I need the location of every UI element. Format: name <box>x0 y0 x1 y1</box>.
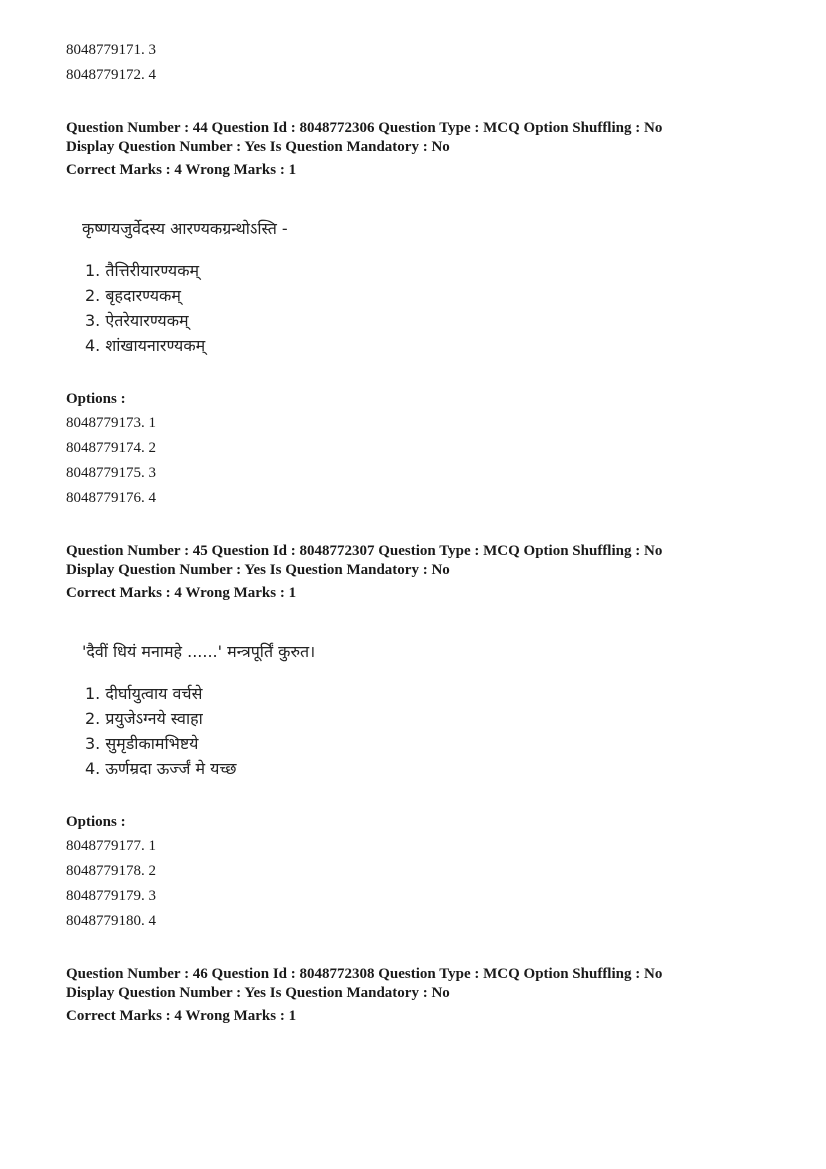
option-id: 8048779172. <box>66 67 145 83</box>
option-value: 1 <box>148 838 156 854</box>
option-row <box>66 886 156 906</box>
option-row <box>66 836 156 856</box>
option-value: 4 <box>148 913 156 929</box>
answer-choice: 2. प्रयुजेऽग्नये स्वाहा <box>85 709 203 728</box>
option-id: 8048779177. <box>66 838 145 854</box>
option-value: 3 <box>148 888 156 904</box>
option-id: 8048779173. <box>66 415 145 431</box>
answer-choice: 4. ऊर्णम्रदा ऊर्ज्जं मे यच्छ <box>85 759 237 778</box>
question-marks: Correct Marks : 4 Wrong Marks : 1 <box>66 1008 297 1024</box>
option-id: 8048779171. <box>66 42 145 58</box>
question-meta-line1: Question Number : 46 Question Id : 8048772308 Question Type : MCQ Option Shuffling : No <box>66 966 663 982</box>
answer-choice: 3. सुमृडीकामभिष्टये <box>85 734 199 753</box>
answer-choice: 1. तैत्तिरीयारण्यकम् <box>85 261 200 280</box>
question-stem: 'दैवीं धियं मनामहे ......' मन्त्रपूर्तिं कुरुत। <box>82 642 316 661</box>
option-row <box>66 438 156 458</box>
option-value: 1 <box>148 415 156 431</box>
question-marks: Correct Marks : 4 Wrong Marks : 1 <box>66 585 297 601</box>
option-value: 3 <box>148 465 156 481</box>
option-row <box>66 463 156 483</box>
question-meta-line2: Display Question Number : Yes Is Question Mandatory : No <box>66 139 450 155</box>
option-id: 8048779179. <box>66 888 145 904</box>
option-id: 8048779176. <box>66 490 145 506</box>
answer-choice: 2. बृहदारण्यकम् <box>85 286 181 305</box>
options-label: Options : <box>66 814 126 830</box>
option-id: 8048779178. <box>66 863 145 879</box>
option-value: 4 <box>148 67 156 83</box>
option-value: 3 <box>148 42 156 58</box>
answer-choice: 1. दीर्घायुत्वाय वर्चसे <box>85 684 203 703</box>
option-row <box>66 861 156 881</box>
options-label: Options : <box>66 391 126 407</box>
option-row <box>66 40 156 60</box>
option-id: 8048779174. <box>66 440 145 456</box>
question-meta-line1: Question Number : 45 Question Id : 8048772307 Question Type : MCQ Option Shuffling : No <box>66 543 663 559</box>
option-id: 8048779175. <box>66 465 145 481</box>
question-stem: कृष्णयजुर्वेदस्य आरण्यकग्रन्थोऽस्ति - <box>82 219 288 238</box>
option-row <box>66 65 156 85</box>
question-meta-line1: Question Number : 44 Question Id : 8048772306 Question Type : MCQ Option Shuffling : No <box>66 120 663 136</box>
option-row <box>66 488 156 508</box>
option-value: 4 <box>148 490 156 506</box>
option-value: 2 <box>148 440 156 456</box>
question-marks: Correct Marks : 4 Wrong Marks : 1 <box>66 162 297 178</box>
question-meta-line2: Display Question Number : Yes Is Question Mandatory : No <box>66 985 450 1001</box>
option-id: 8048779180. <box>66 913 145 929</box>
question-meta-line2: Display Question Number : Yes Is Question Mandatory : No <box>66 562 450 578</box>
option-row <box>66 413 156 433</box>
answer-choice: 3. ऐतरेयारण्यकम् <box>85 311 189 330</box>
option-row <box>66 911 156 931</box>
option-value: 2 <box>148 863 156 879</box>
answer-choice: 4. शांखायनारण्यकम् <box>85 336 206 355</box>
